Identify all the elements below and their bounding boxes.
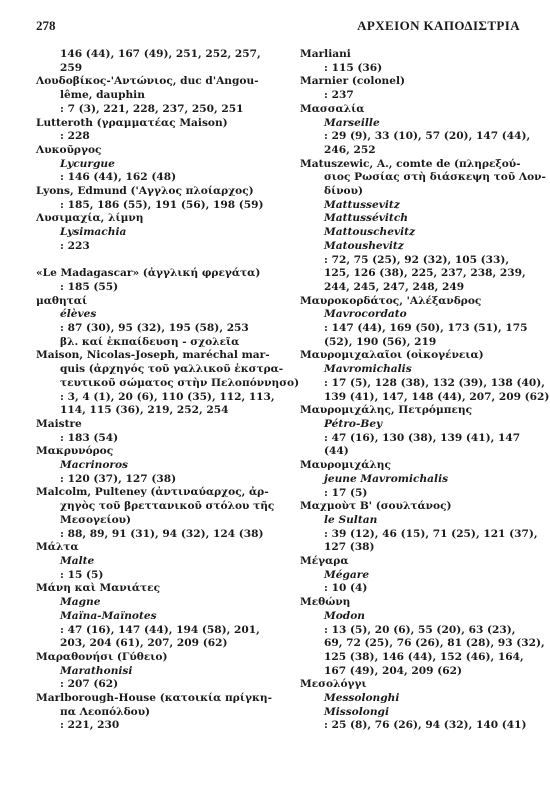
index-entry-line: : 115 (36) — [324, 61, 383, 74]
index-entry-line: : 228 — [60, 130, 90, 143]
index-entry-heading: Μακρυνόρος — [36, 445, 114, 458]
index-entry-heading: Μέγαρα — [300, 555, 349, 568]
page-header — [36, 18, 520, 34]
index-entry-variant: Modon — [324, 609, 365, 622]
index-entry-line: quis (ἀρχηγός τοῦ γαλλικοῦ ἐκστρα- — [60, 363, 284, 376]
index-entry-line: : 25 (8), 76 (26), 94 (32), 140 (41) — [324, 719, 527, 732]
index-entry-variant: Lysimachia — [60, 226, 127, 239]
index-entry-heading: Μεσολόγγι — [300, 678, 367, 691]
index-entry-variant: Mattussevitz — [324, 198, 400, 211]
index-entry-line: : 10 (4) — [324, 582, 368, 595]
index-entry-variant: Maïna-Maïnotes — [60, 609, 157, 622]
index-entry-line: (44) — [324, 445, 349, 458]
index-entry-line: : 15 (5) — [60, 568, 104, 581]
index-entry-heading: Μαχμοὺτ Β' (σουλτάνος) — [300, 500, 452, 513]
index-entry-heading: μαθηταί — [36, 294, 88, 307]
index-entry-heading: Maison, Nicolas-Joseph, maréchal mar- — [36, 349, 270, 362]
index-entry-heading: «Le Madagascar» (ἀγγλική φρεγάτα) — [36, 267, 261, 280]
index-entry-variant: Mégare — [324, 568, 370, 581]
index-entry-heading: Λουδοβίκος-'Αντώνιος, duc d'Angou- — [36, 75, 259, 88]
index-entry-line: πα Λεοπόλδου) — [60, 705, 151, 718]
index-entry-line: 127 (38) — [324, 541, 375, 554]
index-entry-line: : 88, 89, 91 (31), 94 (32), 124 (38) — [60, 527, 264, 540]
index-entry-line: : 147 (44), 169 (50), 173 (51), 175 — [324, 322, 528, 335]
index-entry-line: : 39 (12), 46 (15), 71 (25), 121 (37), — [324, 527, 538, 540]
index-entry-line: : 7 (3), 221, 228, 237, 250, 251 — [60, 102, 244, 115]
index-entry-heading: Μάλτα — [36, 541, 79, 554]
index-entry-line: lême, dauphin — [60, 89, 145, 102]
index-entry-line: : 72, 75 (25), 92 (32), 105 (33), — [324, 253, 510, 266]
index-entry-line: : 185, 186 (55), 191 (56), 198 (59) — [60, 198, 264, 211]
page-number: 278 — [36, 18, 56, 33]
index-entry-line: 244, 245, 247, 248, 249 — [324, 280, 465, 293]
index-entry-heading: Lyons, Edmund ('Αγγλος πλοίαρχος) — [36, 185, 254, 198]
running-title: ΑΡΧΕΙΟΝ ΚΑΠΟΔΙΣΤΡΙΑ — [357, 18, 520, 33]
index-entry-variant: Mavrocordato — [324, 308, 407, 321]
index-entry-line: : 120 (37), 127 (38) — [60, 472, 177, 485]
index-column-right — [300, 48, 550, 733]
index-entry-line: Μεσογείου) — [60, 513, 132, 526]
index-entry-variant: Marathonisi — [60, 664, 133, 677]
index-entry-heading: Μασσαλία — [300, 102, 365, 115]
index-entry-line: : 223 — [60, 239, 90, 252]
index-entry-line: : 87 (30), 95 (32), 195 (58), 253 — [60, 322, 249, 335]
index-entry-heading: Μαυροκορδάτος, 'Αλέξανδρος — [300, 294, 482, 307]
index-entry-line: : 207 (62) — [60, 678, 119, 691]
index-entry-variant: Lycurgue — [60, 157, 115, 170]
index-entry-variant: Magne — [60, 596, 101, 609]
index-entry-variant: Pétro-Bey — [324, 417, 383, 430]
index-entry-variant: Macrinoros — [60, 459, 129, 472]
index-entry-line: : 13 (5), 20 (6), 55 (20), 63 (23), — [324, 623, 516, 636]
index-entry-heading: Λυκοῦργος — [36, 143, 102, 156]
index-entry-line: : 237 — [324, 89, 354, 102]
index-entry-line: : 3, 4 (1), 20 (6), 110 (35), 112, 113, — [60, 390, 275, 403]
index-entry-line: (52), 190 (56), 219 — [324, 335, 437, 348]
index-entry-line: : 17 (5) — [324, 486, 368, 499]
index-entry-line: δίνου) — [324, 185, 363, 198]
index-entry-heading: Μάνη καὶ Μανιάτες — [36, 582, 161, 595]
index-entry-line: τευτικοῦ σώματος στὴν Πελοπόννησο) — [60, 376, 300, 389]
index-entry-heading: Lutteroth (γραμματέας Maison) — [36, 116, 228, 129]
index-entry-heading: Μαυρομιχαλαῖοι (οἰκογένεια) — [300, 349, 484, 362]
index-entry-heading: Marlborough-House (κατοικία πρίγκη- — [36, 692, 272, 705]
index-entry-variant: jeune Mavromichalis — [324, 472, 449, 485]
index-entry-line: 125 (38), 146 (44), 152 (46), 164, — [324, 650, 524, 663]
index-entry-heading: Μαραθονήσι (Γύθειο) — [36, 650, 168, 663]
index-entry-variant: Missolongi — [324, 705, 389, 718]
index-entry-line: : 17 (5), 128 (38), 132 (39), 138 (40), — [324, 376, 545, 389]
index-entry-line: χηγὸς τοῦ βρεττανικοῦ στόλου τῆς — [60, 500, 275, 513]
index-entry-variant: Marseille — [324, 116, 380, 129]
index-entry-line: 167 (49), 204, 209 (62) — [324, 664, 463, 677]
index-entry-heading: Malcolm, Pulteney (ἀντιναύαρχος, ἀρ- — [36, 486, 269, 499]
index-entry-line: 125, 126 (38), 225, 237, 238, 239, — [324, 267, 526, 280]
index-column-left — [36, 48, 300, 733]
index-entry-variant: Mattouschevitz — [324, 226, 416, 239]
index-entry-variant: élèves — [60, 308, 97, 321]
index-entry-heading: Μαυρομιχάλης, Πετρόμπεης — [300, 404, 473, 417]
index-entry-line: : 183 (54) — [60, 431, 119, 444]
index-entry-line: 203, 204 (61), 207, 209 (62) — [60, 637, 228, 650]
index-entry-heading: Matuszewic, A., comte de (πληρεξού- — [300, 157, 521, 170]
index-entry-line: 246, 252 — [324, 143, 376, 156]
index-entry-line: 146 (44), 167 (49), 251, 252, 257, — [60, 48, 261, 60]
index-entry-heading: Μεθώνη — [300, 596, 351, 609]
index-entry-line: 69, 72 (25), 76 (26), 81 (28), 93 (32), — [324, 637, 545, 650]
index-entry-line: : 185 (55) — [60, 280, 119, 293]
index-entry-line: 139 (41), 147, 148 (44), 207, 209 (62) — [324, 390, 550, 403]
index-entry-variant: Mattussévitch — [324, 212, 408, 225]
index-entry-variant: Messolonghi — [324, 692, 400, 705]
index-entry-line: : 47 (16), 147 (44), 194 (58), 201, — [60, 623, 260, 636]
index-entry-variant: Matoushevitz — [324, 239, 404, 252]
index-entry-line: 259 — [60, 61, 83, 74]
index-entry-heading: Marnier (colonel) — [300, 75, 406, 88]
index-entry-line: : 146 (44), 162 (48) — [60, 171, 177, 184]
index-entry-variant: Mavromichalis — [324, 363, 412, 376]
index-entry-line: : 221, 230 — [60, 719, 120, 732]
index-entry-line: σιος Ρωσίας στὴ διάσκεψη τοῦ Λον- — [324, 171, 546, 184]
index-entry-line: 114, 115 (36), 219, 252, 254 — [60, 404, 229, 417]
index-entry-line: βλ. καί ἐκπαίδευση - σχολεῖα — [60, 335, 240, 348]
index-entry-heading: Marliani — [300, 48, 351, 60]
index-entry-variant: Malte — [60, 555, 95, 567]
index-entry-heading: Λυσιμαχία, λίμνη — [36, 212, 144, 225]
index-entry-line: : 29 (9), 33 (10), 57 (20), 147 (44), — [324, 130, 531, 143]
index-entry-variant: le Sultan — [324, 513, 378, 526]
index-entry-line: : 47 (16), 130 (38), 139 (41), 147 — [324, 431, 521, 444]
blank-line — [36, 254, 284, 268]
index-entry-heading: Maistre — [36, 417, 82, 430]
index-entry-heading: Μαυρομιχάλης — [300, 459, 391, 472]
